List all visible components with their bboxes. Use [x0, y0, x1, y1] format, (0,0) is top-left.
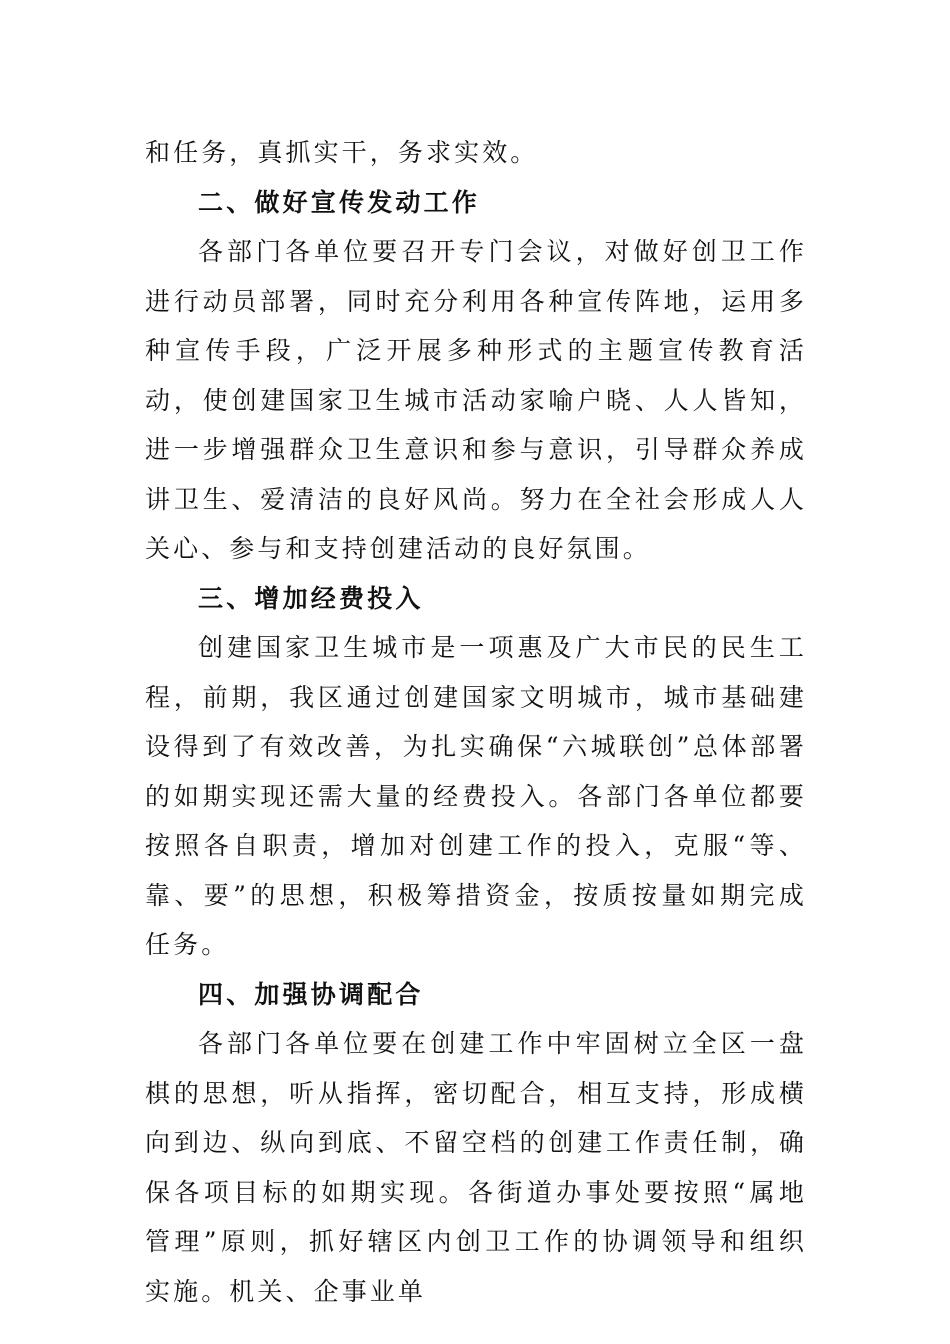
section-heading-coordination: 四、加强协调配合 — [198, 979, 424, 1009]
document-body — [145, 128, 807, 1316]
paragraph-coordination: 各部门各单位要在创建工作中牢固树立全区一盘棋的思想，听从指挥，密切配合，相互支持，形成横向到边、纵向到底、不留空档的创建工作责任制，确保各项目标的如期实现。各街道办事处要按照“属地管理”原则，抓好辖区内创卫工作的协调领导和组织实施。机关、企事业单 — [145, 1029, 807, 1306]
paragraph-publicity: 各部门各单位要召开专门会议，对做好创卫工作进行动员部署，同时充分利用各种宣传阵地，运用多种宣传手段，广泛开展多种形式的主题宣传教育活动，使创建国家卫生城市活动家喻户晓、人人皆知，进一步增强群众卫生意识和参与意识，引导群众养成讲卫生、爱清洁的良好风尚。努力在全社会形成人人关心、参与和支持创建活动的良好氛围。 — [145, 237, 807, 563]
section-heading-funding: 三、增加经费投入 — [198, 583, 424, 613]
section-heading-publicity: 二、做好宣传发动工作 — [198, 187, 481, 217]
paragraph-funding: 创建国家卫生城市是一项惠及广大市民的民生工程，前期，我区通过创建国家文明城市，城市基础建设得到了有效改善，为扎实确保“六城联创”总体部署的如期实现还需大量的经费投入。各部门各单位都要按照各自职责，增加对创建工作的投入，克服“等、靠、要”的思想，积极筹措资金，按质按量如期完成任务。 — [145, 633, 807, 959]
paragraph-continuation: 和任务，真抓实干，务求实效。 — [145, 138, 539, 167]
